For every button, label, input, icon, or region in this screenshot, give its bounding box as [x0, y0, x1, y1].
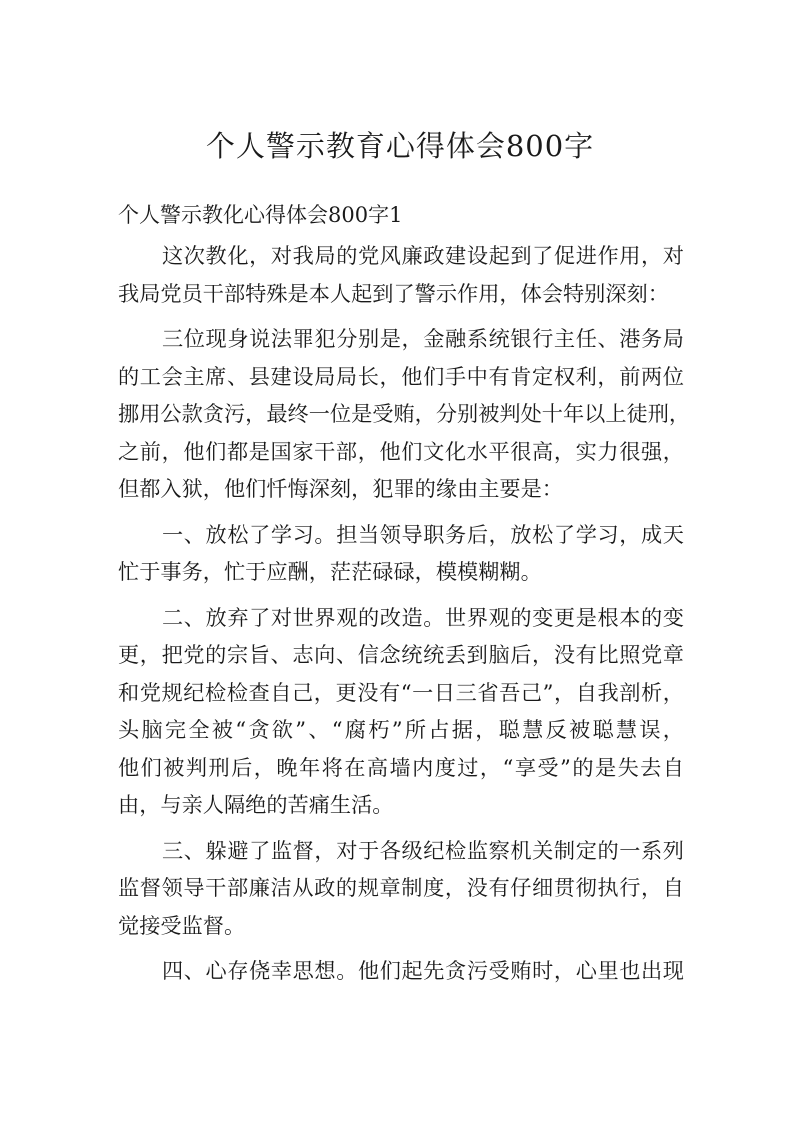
text-line: 之前，他们都是国家干部，他们文化水平很高，实力很强， — [118, 438, 684, 464]
text-line: 但都入狱，他们忏悔深刻，犯罪的缘由主要是： — [118, 476, 563, 501]
text-line: 二、放弃了对世界观的改造。世界观的变更是根本的变 — [162, 604, 684, 630]
text-line: 更，把党的宗旨、志向、信念统统丢到脑后，没有比照党章 — [118, 642, 684, 667]
text-line: 和党规纪检检查自己，更没有“一日三省吾己”，自我剖析， — [118, 679, 684, 705]
text-line: 三位现身说法罪犯分别是，金融系统银行主任、港务局 — [162, 326, 684, 351]
text-line: 觉接受监督。 — [118, 912, 246, 938]
text-line: 这次教化，对我局的党风廉政建设起到了促进作用，对 — [162, 243, 684, 268]
text-line: 的工会主席、县建设局局长，他们手中有肯定权利，前两位 — [118, 363, 684, 389]
paragraph — [118, 516, 684, 591]
document-title: 个人警示教育心得体会800字 — [205, 129, 595, 163]
paragraph — [118, 599, 684, 824]
text-line: 忙于事务，忙于应酬，茫茫碌碌，模模糊糊。 — [118, 559, 542, 584]
paragraph — [118, 952, 684, 990]
paragraph — [118, 832, 684, 945]
text-line: 由，与亲人隔绝的苦痛生活。 — [118, 792, 394, 817]
text-line: 我局党员干部特殊是本人起到了警示作用，体会特别深刻： — [118, 280, 669, 306]
text-line: 挪用公款贪污，最终一位是受贿，分别被判处十年以上徒刑， — [118, 401, 691, 426]
text-line: 监督领导干部廉洁从政的规章制度，没有仔细贯彻执行，自 — [118, 875, 684, 900]
section-heading: 个人警示教化心得体会800字1 — [118, 203, 403, 227]
text-line: 头脑完全被“贪欲”、“腐朽”所占据，聪慧反被聪慧误， — [118, 717, 684, 742]
text-line: 四、心存侥幸思想。他们起先贪污受贿时，心里也出现 — [162, 958, 684, 983]
paragraph — [118, 237, 684, 312]
text-line: 一、放松了学习。担当领导职务后，放松了学习，成天 — [162, 521, 684, 547]
paragraph — [118, 320, 691, 508]
text-line: 三、躲避了监督，对于各级纪检监察机关制定的一系列 — [162, 837, 684, 863]
text-line: 他们被判刑后，晚年将在高墙内度过，“享受”的是失去自 — [118, 754, 684, 780]
document-body — [118, 237, 691, 998]
